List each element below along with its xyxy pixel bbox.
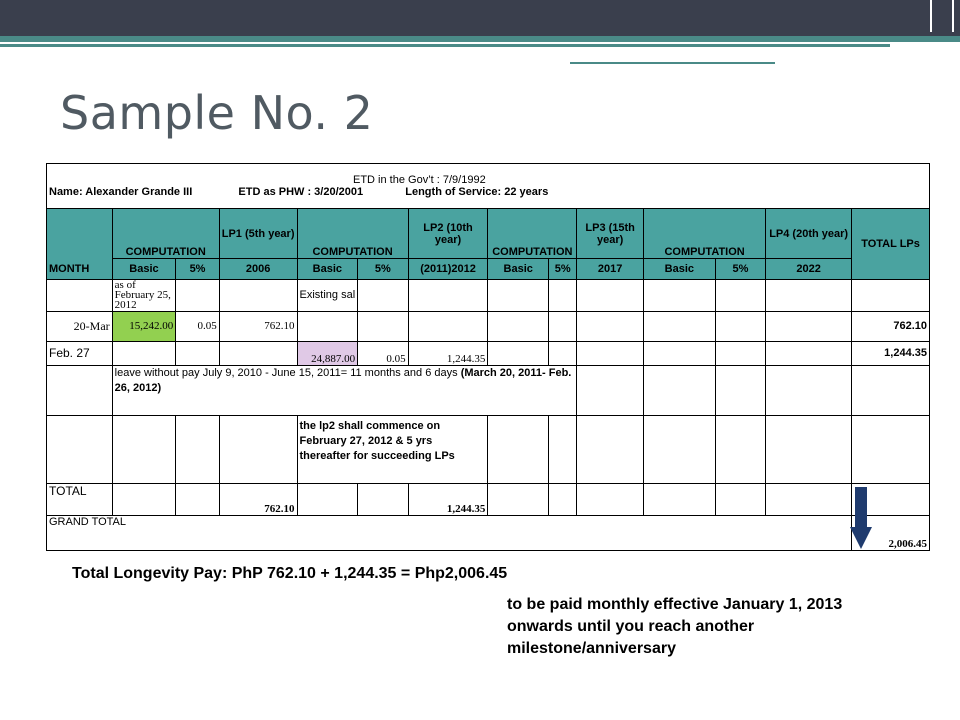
table-row	[47, 279, 930, 311]
payment-note: to be paid monthly effective January 1, 2013 onwards until you reach another milestone/anniversary	[507, 596, 843, 657]
pct-cell: 0.05	[358, 341, 409, 365]
computation-header: COMPUTATION	[488, 209, 577, 259]
accent-line	[0, 44, 890, 47]
total-cell: 1,244.35	[852, 341, 930, 365]
year-header: 2022	[766, 259, 852, 279]
etd-gov: ETD in the Gov’t : 7/9/1992	[353, 174, 486, 187]
header-line	[49, 186, 927, 198]
computation-header: COMPUTATION	[643, 209, 765, 259]
grand-total-label: GRAND TOTAL	[47, 515, 852, 550]
grand-total-row	[47, 515, 930, 550]
basic-header: Basic	[112, 259, 176, 279]
total-row	[47, 483, 930, 515]
down-arrow-icon	[850, 487, 872, 549]
total-lp2: 1,244.35	[408, 483, 488, 515]
month-header-top	[47, 209, 113, 259]
lp4-header: LP4 (20th year)	[766, 209, 852, 259]
decorative-bars	[930, 0, 954, 32]
accent-line	[570, 62, 775, 64]
longevity-table	[46, 163, 930, 551]
lp3-header: LP3 (15th year)	[577, 209, 644, 259]
pct-cell: 0.05	[176, 311, 219, 341]
computation-header: COMPUTATION	[112, 209, 219, 259]
total-lp1: 762.10	[219, 483, 297, 515]
basic-header: Basic	[297, 259, 358, 279]
basic-header: Basic	[488, 259, 549, 279]
basic-cell: as of February 25, 2012	[112, 279, 176, 311]
leave-note-text: leave without pay July 9, 2010 - June 15, 2011= 11 months and 6 days	[114, 366, 458, 379]
month-cell: 20-Mar	[47, 311, 113, 341]
total-longevity-pay: Total Longevity Pay: PhP 762.10 + 1,244.35 = Php2,006.45	[72, 565, 508, 582]
pct-header: 5%	[176, 259, 219, 279]
slide-top-bar	[0, 0, 960, 36]
table-row	[47, 311, 930, 341]
employee-header	[47, 164, 930, 209]
basic-header: Basic	[643, 259, 715, 279]
pct-header: 5%	[358, 259, 409, 279]
slide-title: Sample No. 2	[60, 86, 374, 140]
grand-total-value: 2,006.45	[852, 515, 930, 550]
computation-header: COMPUTATION	[297, 209, 408, 259]
table-row	[47, 365, 930, 415]
month-cell: Feb. 27	[47, 341, 113, 365]
accent-line	[0, 36, 960, 42]
total-cell: 762.10	[852, 311, 930, 341]
length-of-service: Length of Service: 22 years	[405, 186, 549, 199]
lp2-cell: 1,244.35	[408, 341, 488, 365]
table-row	[47, 416, 930, 483]
year-header: 2006	[219, 259, 297, 279]
pct-header: 5%	[715, 259, 766, 279]
year-header: (2011)2012	[408, 259, 488, 279]
pct-header: 5%	[549, 259, 577, 279]
total-lps-header: TOTAL LPs	[852, 209, 930, 279]
basic-cell: 15,242.00	[112, 311, 176, 341]
etd-phw: ETD as PHW : 3/20/2001	[238, 186, 364, 199]
lp2-note: the lp2 shall commence on February 27, 2012 & 5 yrs thereafter for succeeding LPs	[297, 416, 488, 483]
basic-cell: Existing sal	[297, 279, 358, 311]
lp1-cell: 762.10	[219, 311, 297, 341]
leave-note-range: (March 20, 2011- Feb. 26, 2012)	[114, 366, 572, 394]
table-row	[47, 341, 930, 365]
lp1-header: LP1 (5th year)	[219, 209, 297, 259]
employee-name: Name: Alexander Grande III	[49, 186, 193, 199]
lp2-header: LP2 (10th year)	[408, 209, 488, 259]
month-header: MONTH	[47, 259, 113, 279]
basic-cell: 24,887.00	[297, 341, 358, 365]
year-header: 2017	[577, 259, 644, 279]
total-label: TOTAL	[47, 483, 113, 515]
leave-note	[112, 365, 577, 415]
